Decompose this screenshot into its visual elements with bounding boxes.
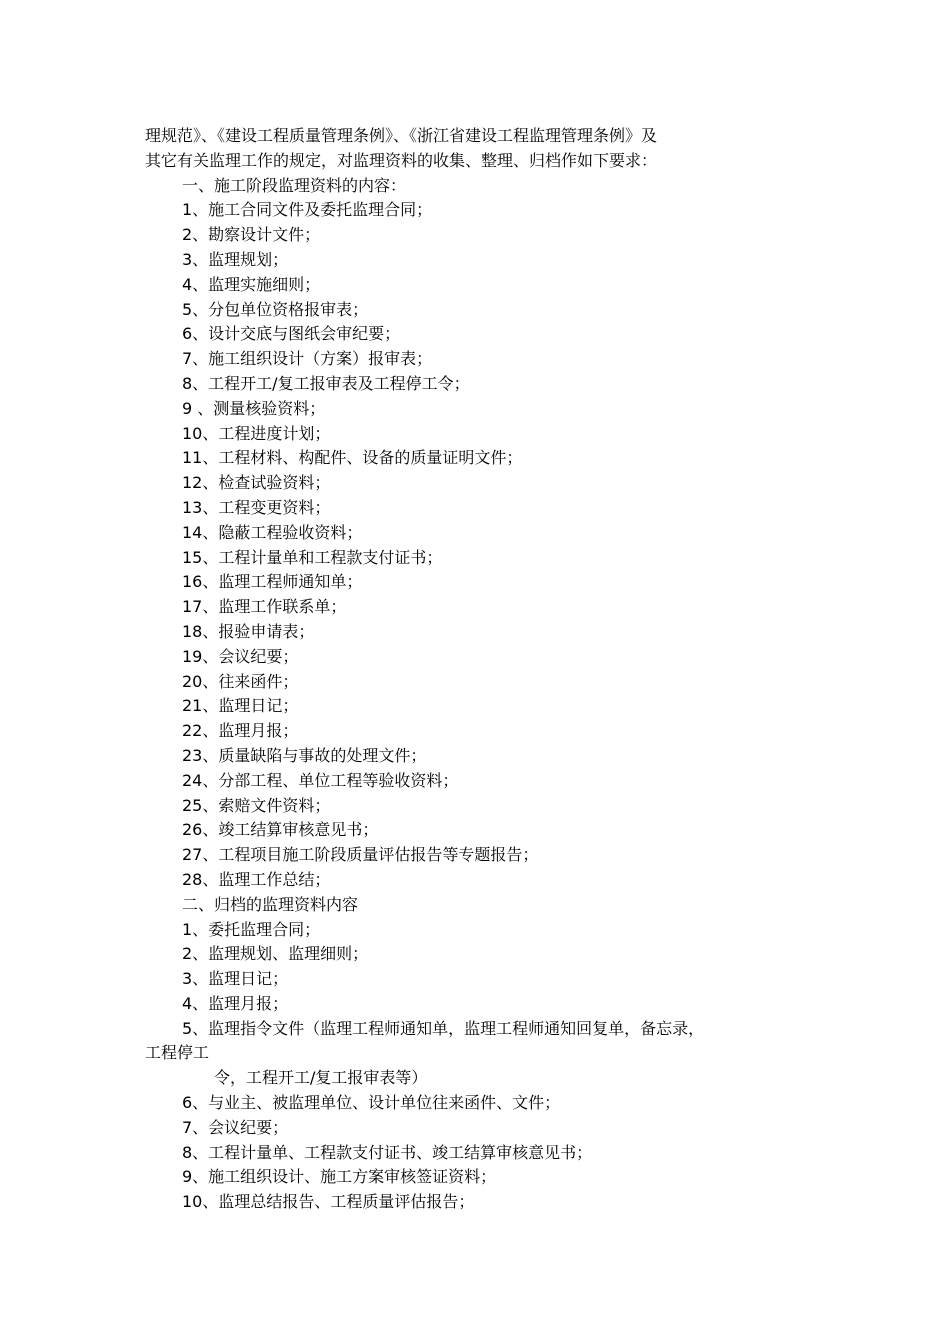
list-item: 25、索赔文件资料；: [182, 795, 331, 815]
list-item: 10、工程进度计划；: [182, 423, 331, 443]
list-item: 6、与业主、被监理单位、设计单位往来函件、文件；: [182, 1093, 561, 1113]
list-item: 9 、测量核验资料；: [182, 398, 326, 418]
section-1-list: [145, 198, 825, 892]
list-item: 8、工程开工/复工报审表及工程停工令；: [182, 373, 470, 393]
list-item: 8、工程计量单、工程款支付证书、竣工结算审核意见书；: [182, 1142, 593, 1162]
list-item: 9、施工组织设计、施工方案审核签证资料；: [182, 1167, 497, 1187]
list-item: 12、检查试验资料；: [182, 473, 331, 493]
section-heading: 一、施工阶段监理资料的内容：: [182, 175, 407, 195]
list-item: 2、勘察设计文件；: [182, 225, 321, 245]
list-item: 18、报验申请表；: [182, 621, 315, 641]
list-item: 4、监理实施细则；: [182, 274, 321, 294]
list-item: 23、质量缺陷与事故的处理文件；: [182, 745, 427, 765]
list-item: 22、监理月报；: [182, 721, 299, 741]
intro-line: 理规范》、《建设工程质量管理条例》、《浙江省建设工程监理管理条例》及: [145, 126, 658, 145]
list-item: 3、监理日记；: [182, 969, 289, 989]
list-item-wrap: 工程停工: [145, 1043, 210, 1063]
list-item: 4、监理月报；: [182, 993, 289, 1013]
list-item: 7、会议纪要；: [182, 1117, 289, 1137]
list-item: 24、分部工程、单位工程等验收资料；: [182, 770, 459, 790]
list-item: 17、监理工作联系单；: [182, 597, 347, 617]
list-item: 19、会议纪要；: [182, 646, 299, 666]
list-item: 15、工程计量单和工程款支付证书；: [182, 547, 443, 567]
list-item: 1、委托监理合同；: [182, 919, 321, 939]
list-item: 5、分包单位资格报审表；: [182, 299, 369, 319]
section-2-list: [145, 918, 825, 1216]
list-item-continuation: 令，工程开工/复工报审表等）: [214, 1068, 428, 1088]
list-item: 11、工程材料、构配件、设备的质量证明文件；: [182, 448, 523, 468]
list-item: 21、监理日记；: [182, 696, 299, 716]
list-item: 27、工程项目施工阶段质量评估报告等专题报告；: [182, 845, 539, 865]
list-item: 20、往来函件；: [182, 671, 299, 691]
list-item: 6、设计交底与图纸会审纪要；: [182, 324, 401, 344]
intro-line: 其它有关监理工作的规定，对监理资料的收集、整理、归档作如下要求：: [145, 150, 658, 170]
list-item: 10、监理总结报告、工程质量评估报告；: [182, 1192, 475, 1212]
list-item: 2、监理规划、监理细则；: [182, 944, 369, 964]
list-item: 28、监理工作总结；: [182, 869, 331, 889]
list-item: 3、监理规划；: [182, 249, 289, 269]
list-item: 14、隐蔽工程验收资料；: [182, 522, 363, 542]
list-item: 26、竣工结算审核意见书；: [182, 820, 379, 840]
list-item: 5、监理指令文件（监理工程师通知单，监理工程师通知回复单，备忘录，: [182, 1018, 705, 1038]
list-item: 13、工程变更资料；: [182, 497, 331, 517]
section-heading: 二、归档的监理资料内容: [182, 894, 359, 914]
list-item: 1、施工合同文件及委托监理合同；: [182, 200, 433, 220]
document-body: [145, 124, 825, 1215]
list-item: 7、施工组织设计（方案）报审表；: [182, 349, 433, 369]
list-item: 16、监理工程师通知单；: [182, 572, 363, 592]
